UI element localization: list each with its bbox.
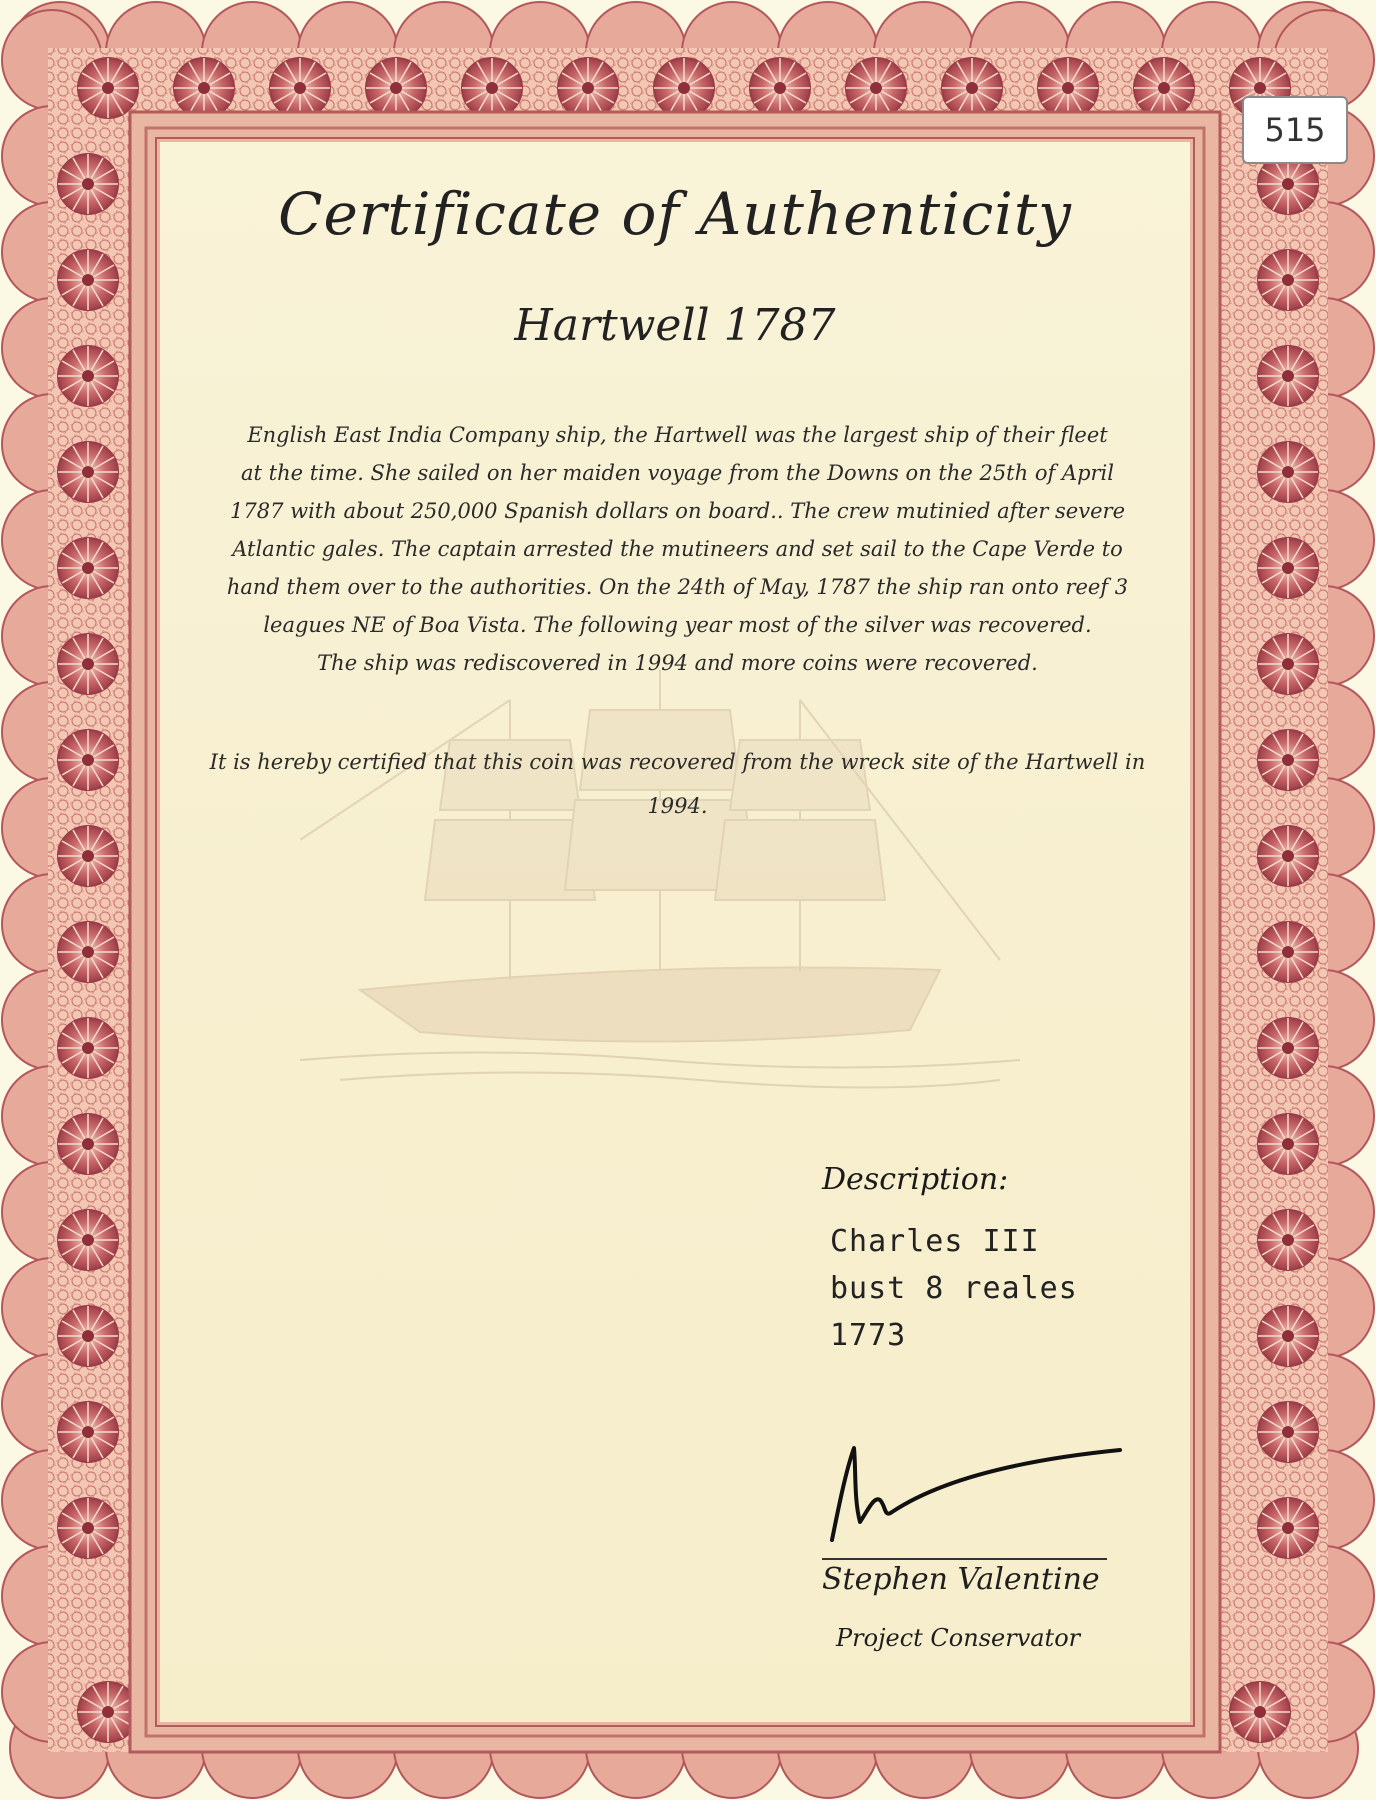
history-paragraph bbox=[190, 416, 1165, 682]
file-number-label: 515 bbox=[1242, 96, 1348, 164]
certification-statement bbox=[185, 740, 1170, 828]
signer-title: Project Conservator bbox=[836, 1624, 1081, 1652]
description-line: 1773 bbox=[830, 1318, 907, 1353]
signature bbox=[820, 1430, 1130, 1550]
description-label: Description: bbox=[822, 1162, 1009, 1197]
history-line: Atlantic gales. The captain arrested the mutineers and set sail to the Cape Verde to bbox=[232, 537, 1123, 561]
signature-line bbox=[822, 1558, 1107, 1560]
certificate-subtitle: Hartwell 1787 bbox=[514, 300, 836, 351]
history-line: English East India Company ship, the Hartwell was the largest ship of their fleet bbox=[247, 423, 1108, 447]
history-line: The ship was rediscovered in 1994 and more coins were recovered. bbox=[317, 651, 1038, 675]
certification-line: It is hereby certified that this coin was recovered from the wreck site of the Hartwell in bbox=[209, 750, 1146, 774]
description-line: bust 8 reales bbox=[830, 1271, 1078, 1306]
history-line: hand them over to the authorities. On the 24th of May, 1787 the ship ran onto reef 3 bbox=[226, 575, 1129, 599]
certificate-title: Certificate of Authenticity bbox=[278, 180, 1072, 248]
signer-name: Stephen Valentine bbox=[822, 1562, 1100, 1597]
description-handwritten bbox=[830, 1218, 1078, 1359]
certification-line: 1994. bbox=[647, 794, 708, 818]
history-line: at the time. She sailed on her maiden voyage from the Downs on the 25th of April bbox=[241, 461, 1114, 485]
history-line: 1787 with about 250,000 Spanish dollars on board.. The crew mutinied after severe bbox=[230, 499, 1125, 523]
description-line: Charles III bbox=[830, 1224, 1040, 1259]
history-line: leagues NE of Boa Vista. The following year most of the silver was recovered. bbox=[263, 613, 1092, 637]
ship-watermark bbox=[300, 660, 1020, 1090]
